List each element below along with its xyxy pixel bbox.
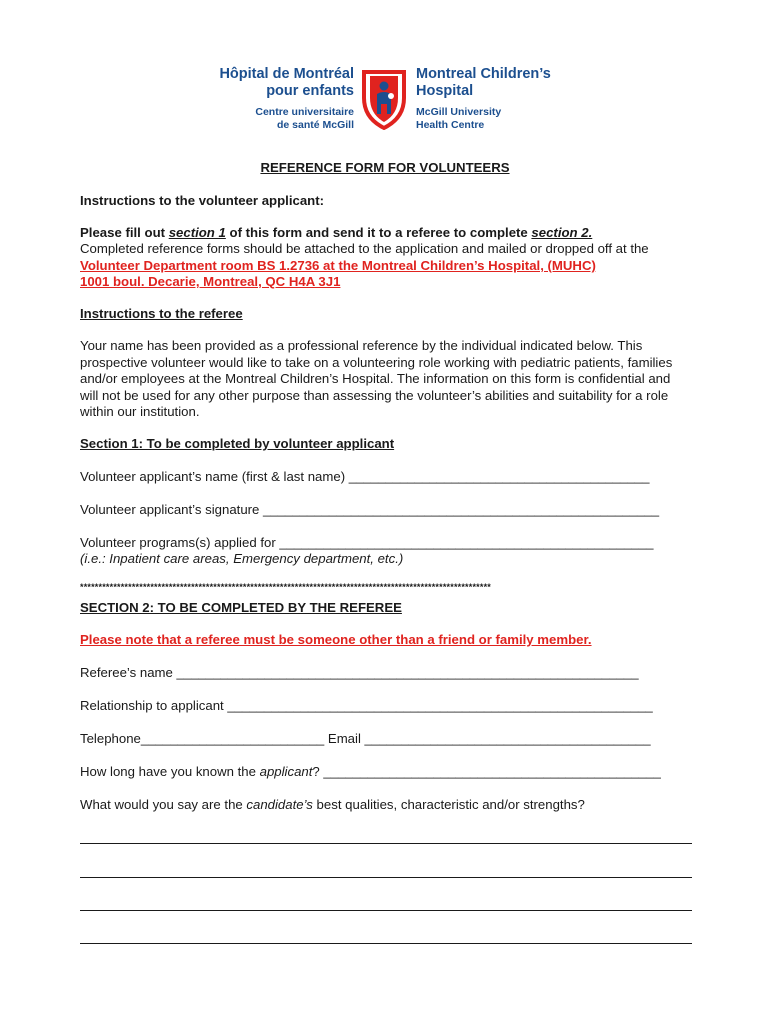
programs-applied-blank[interactable]: ___________________________________________________ — [279, 535, 654, 550]
instruction-text: of this form and send it to a referee to complete — [225, 225, 532, 240]
logo-en-line4: Health Centre — [416, 119, 485, 131]
referee-instructions-heading: Instructions to the referee — [80, 306, 243, 321]
applicant-name-field[interactable] — [80, 469, 649, 485]
contact-fields[interactable] — [80, 731, 651, 747]
section-1-heading: Section 1: To be completed by volunteer applicant — [80, 436, 395, 451]
relationship-field[interactable] — [80, 698, 653, 714]
known-label-text: How long have you known the — [80, 764, 260, 779]
logo-fr-line2: pour enfants — [266, 83, 354, 99]
logo-french-text — [214, 66, 354, 132]
logo-fr-line4: de santé McGill — [276, 119, 354, 131]
qualities-text: best qualities, characteristic and/or strengths? — [312, 797, 585, 812]
volunteer-department-address: Volunteer Department room BS 1.2736 at the Montreal Children’s Hospital, (MUHC) — [80, 258, 596, 273]
applicant-name-blank[interactable]: _________________________________________ — [348, 469, 650, 484]
known-duration-field[interactable] — [80, 764, 661, 780]
referee-name-label: Referee’s name — [80, 665, 177, 680]
referee-note: Please note that a referee must be someone other than a friend or family member. — [80, 632, 592, 647]
logo-english-text — [416, 66, 596, 132]
logo-en-line2: Hospital — [416, 83, 474, 99]
applicant-instructions-line2: Completed reference forms should be attached to the application and mailed or dropped off at the — [80, 241, 649, 256]
shield-icon — [360, 68, 408, 130]
known-label-applicant: applicant — [259, 764, 313, 779]
programs-hint: (i.e.: Inpatient care areas, Emergency department, etc.) — [80, 551, 404, 566]
telephone-label: Telephone — [80, 731, 141, 746]
qualities-text: What would you say are the — [80, 797, 247, 812]
section-2-heading: SECTION 2: TO BE COMPLETED BY THE REFEREE — [80, 600, 402, 615]
qualities-question — [80, 797, 585, 813]
relationship-label: Relationship to applicant — [80, 698, 228, 713]
referee-instructions-body: Your name has been provided as a professional reference by the individual indicated below. This prospective volunteer would like to take on a volunteering role working with pediatric patients, families and/or employees at the Montreal Children’s Hospital. The information on this form is confidential and will not be used for any other purpose than assessing the volunteer’s abilities and suitability for a role within our institution. — [80, 338, 673, 419]
known-duration-blank[interactable]: ______________________________________________ — [323, 764, 661, 779]
applicant-signature-field[interactable] — [80, 502, 659, 518]
email-label: Email — [324, 731, 365, 746]
referee-name-field[interactable] — [80, 665, 639, 681]
logo-en-line1: Montreal Children’s — [416, 66, 551, 82]
qualities-answer-line[interactable] — [80, 943, 692, 944]
applicant-name-label: Volunteer applicant’s name (first & last name) — [80, 469, 349, 484]
section-2-reference: section 2. — [531, 225, 593, 240]
qualities-answer-line[interactable] — [80, 910, 692, 911]
section-1-reference: section 1 — [168, 225, 226, 240]
applicant-instructions-heading: Instructions to the volunteer applicant: — [80, 193, 324, 208]
logo-fr-line3: Centre universitaire — [255, 106, 354, 118]
logo-fr-line1: Hôpital de Montréal — [219, 66, 354, 82]
known-label-text: ? — [312, 764, 324, 779]
form-title: REFERENCE FORM FOR VOLUNTEERS — [260, 160, 510, 175]
programs-applied-field[interactable] — [80, 535, 653, 551]
applicant-signature-blank[interactable]: ______________________________________________________ — [263, 502, 660, 517]
qualities-answer-line[interactable] — [80, 843, 692, 844]
qualities-candidate: candidate’s — [246, 797, 313, 812]
instruction-text: Please fill out — [80, 225, 169, 240]
known-duration-label — [80, 764, 323, 779]
referee-name-blank[interactable]: _______________________________________________________________ — [176, 665, 639, 680]
programs-applied-label: Volunteer programs(s) applied for — [80, 535, 280, 550]
email-blank[interactable]: _______________________________________ — [364, 731, 651, 746]
applicant-signature-label: Volunteer applicant’s signature — [80, 502, 264, 517]
logo-en-line3: McGill University — [416, 106, 502, 118]
relationship-blank[interactable]: __________________________________________________________ — [227, 698, 653, 713]
applicant-instructions-line1 — [80, 225, 592, 241]
qualities-answer-line[interactable] — [80, 877, 692, 878]
telephone-blank[interactable]: _________________________ — [140, 731, 325, 746]
street-address: 1001 boul. Decarie, Montreal, QC H4A 3J1 — [80, 274, 341, 289]
section-separator: *************************************************************************************************************** — [80, 582, 491, 592]
hospital-logo — [0, 66, 770, 136]
